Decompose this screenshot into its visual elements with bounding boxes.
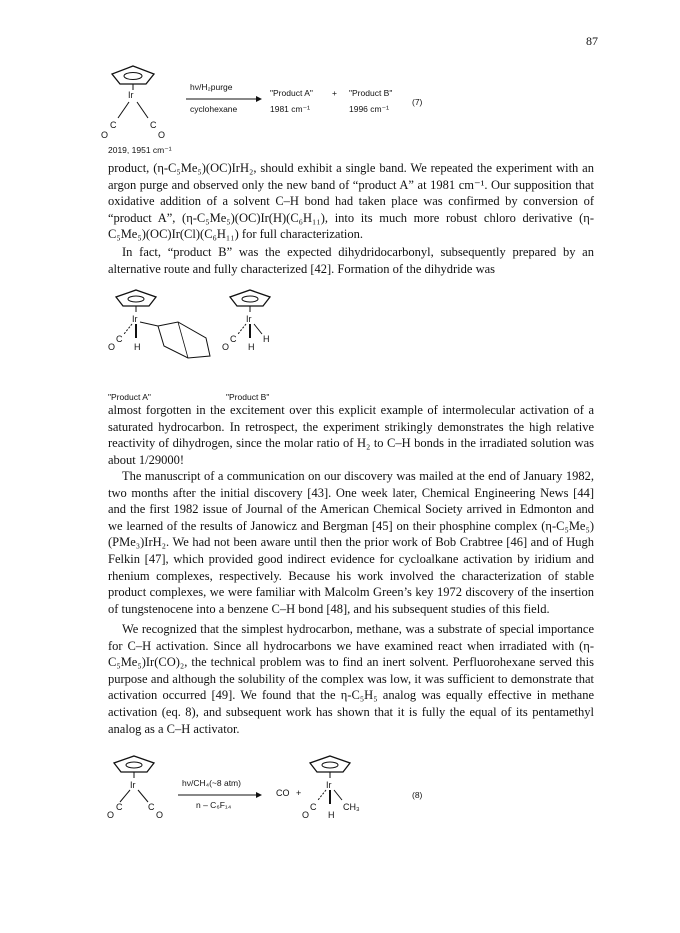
arrow-label-top: hν/CH₄(~8 atm) xyxy=(182,778,241,788)
o-label: O xyxy=(302,810,310,820)
h-label: H xyxy=(248,342,255,352)
ir-label: Ir xyxy=(246,314,252,324)
ir-label: Ir xyxy=(130,780,136,790)
h-label: H xyxy=(328,810,335,820)
reaction-arrow xyxy=(178,791,262,799)
c-label: C xyxy=(148,802,155,812)
ir-label: Ir xyxy=(128,90,134,100)
arrow-label-top: hν/H₂purge xyxy=(190,82,233,92)
product-b-structure xyxy=(222,284,292,364)
c-label: C xyxy=(116,802,123,812)
ir-label: Ir xyxy=(132,314,138,324)
o-label: O xyxy=(156,810,164,820)
product-a-structure xyxy=(108,284,228,364)
o-label: O xyxy=(158,130,166,140)
equation-number: (7) xyxy=(412,97,423,107)
paragraph-2: In fact, “product B” was the expected dihydridocarbonyl, subsequently prepared by an alternative route and fully characterized [42]. Formation of the dihydride was xyxy=(108,245,594,276)
page-number: 87 xyxy=(586,34,598,48)
ir-label: Ir xyxy=(326,780,332,790)
product-structure-8 xyxy=(300,750,370,830)
h-label: H xyxy=(263,334,270,344)
arrow-label-bottom: n – C₆F₁₄ xyxy=(196,800,232,810)
reaction-arrow xyxy=(186,95,262,103)
co-label: CO xyxy=(276,788,290,798)
ch3-label: CH₃ xyxy=(343,802,360,812)
caption-product-a: "Product A" xyxy=(108,392,151,402)
plus-sign: + xyxy=(332,88,337,98)
c-label: C xyxy=(230,334,237,344)
product-a-frequency: 1981 cm⁻¹ xyxy=(270,104,310,114)
product-b-label: "Product B" xyxy=(349,88,393,98)
arrow-label-bottom: cyclohexane xyxy=(190,104,238,114)
o-label: O xyxy=(108,342,116,352)
reactant-structure-8 xyxy=(104,750,174,830)
product-a-label: "Product A" xyxy=(270,88,313,98)
c-label: C xyxy=(110,120,117,130)
equation-number: (8) xyxy=(412,790,423,800)
paragraph-3: almost forgotten in the excitement over this explicit example of intermolecular activation of a saturated hydrocarbon. In retrospect, the experiment strikingly demonstrates the high relative reactivity of dihydrogen, since the molar ratio of H₂ to C–H bonds in the irradiated solution was about 1/29000! xyxy=(108,403,594,467)
o-label: O xyxy=(222,342,230,352)
reactant-frequency: 2019, 1951 cm⁻¹ xyxy=(108,145,172,155)
c-label: C xyxy=(116,334,123,344)
product-b-frequency: 1996 cm⁻¹ xyxy=(349,104,389,114)
h-label: H xyxy=(134,342,141,352)
paragraph-5: We recognized that the simplest hydrocarbon, methane, was a substrate of special importance for C–H activation. Since all hydrocarbons we have examined react when irradiated with (η-C₅Me₅)Ir(CO)₂, the technical problem was to find an inert solvent. Perfluorohexane served this purpose and although the solubility of the complex was low, it was sufficient to demonstrate that activation occurred [49]. We found that the η-C₅H₅ analog was equally effective in methane activation (eq. 8), and subsequent work has shown that it is fully the equal of its pentamethyl analog as a C–H activator. xyxy=(108,622,594,736)
caption-product-b: "Product B" xyxy=(226,392,270,402)
o-label: O xyxy=(101,130,109,140)
o-label: O xyxy=(107,810,115,820)
c-label: C xyxy=(150,120,157,130)
plus-sign: + xyxy=(296,788,302,798)
paragraph-4: The manuscript of a communication on our discovery was mailed at the end of January 1982, two months after the initial discovery [43]. One week later, Chemical Engineering News [44] and the first 1982 issue of Journal of the American Chemical Society arrived in Edmonton and we learned of the results of Janowicz and Bergman [45] on their phosphine complex (η-C₅Me₅)(PMe₃)IrH₂. We had not been aware until then the prior work of Bob Crabtree [46] and of Hugh Felkin [47], which provided good indirect evidence for cycloalkane activation by iridium and rhenium complexes, respectively. Because his work involved the characterization of stable product complexes, we were familiar with Malcolm Green’s key 1972 discovery of the insertion of tungstenocene into a benzene C–H bond [48], and his subsequent studies of this field. xyxy=(108,469,594,616)
c-label: C xyxy=(310,802,317,812)
paragraph-1: product, (η-C₅Me₅)(OC)IrH₂, should exhibit a single band. We repeated the experiment with an argon purge and observed only the new band of “product A” at 1981 cm⁻¹. Our supposition that oxidative addition of a solvent C–H bond had taken place was confirmed by conversion of “product A”, (η-C₅Me₅)(OC)Ir(H)(C₆H₁₁), into its much more robust chloro derivative (η-C₅Me₅)(OC)Ir(Cl)(C₆H₁₁) for full characterization. xyxy=(108,161,594,242)
